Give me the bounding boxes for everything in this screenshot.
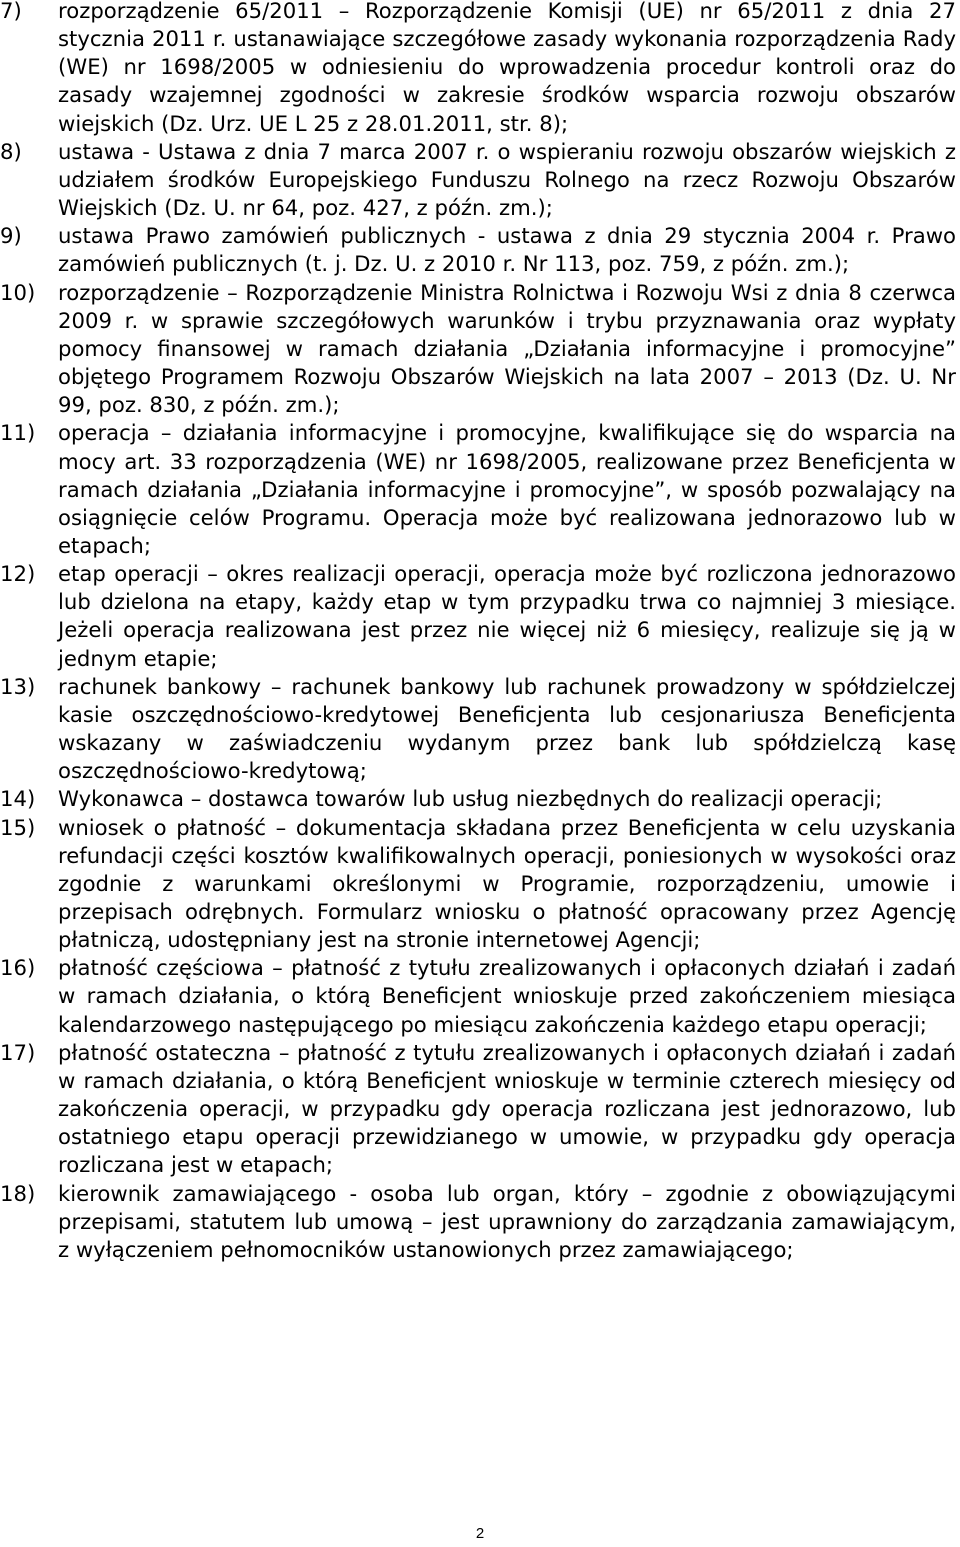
definition-text: ustawa Prawo zamówień publicznych - ustawa z dnia 29 stycznia 2004 r. Prawo zamówień publicznych (t. j. Dz. U. z 2010 r. Nr 113, poz. 759, z późn. zm.); [58,223,956,277]
definition-text: ustawa - Ustawa z dnia 7 marca 2007 r. o wspieraniu rozwoju obszarów wiejskich z udziałem środków Europejskiego Funduszu Rolnego na rzecz Rozwoju Obszarów Wiejskich (Dz. U. nr 64, poz. 427, z późn. zm.); [58,138,956,221]
definition-item-14 [0,785,956,813]
definition-item-17 [0,1039,956,1180]
definition-item-16 [0,954,956,1038]
definition-number: 10) [0,279,36,305]
definition-text: Wykonawca – dostawca towarów lub usług niezbędnych do realizacji operacji; [58,786,883,812]
definition-text: kierownik zamawiającego - osoba lub organ, który – zgodnie z obowiązującymi przepisami, statutem lub umową – jest uprawniony do zarządzania zamawiającym, z wyłączeniem pełnomocników ustanowionych przez zamawiającego; [58,1180,956,1262]
definition-item-12 [0,560,956,673]
definition-text: rozporządzenie – Rozporządzenie Ministra Rolnictwa i Rozwoju Wsi z dnia 8 czerwca 2009 r. w sprawie szczegółowych warunków i trybu przyznawania oraz wypłaty pomocy finansowej w ramach działania „Działania informacyjne i promocyjne” objętego Programem Rozwoju Obszarów Wiejskich na lata 2007 – 2013 (Dz. U. Nr 99, poz. 830, z późn. zm.); [58,279,956,418]
definition-number: 15) [0,814,36,840]
definition-number: 12) [0,561,36,587]
definition-item-13 [0,673,956,786]
definition-item-7 [0,0,956,138]
definition-number: 7) [0,0,22,23]
definition-number: 9) [0,223,22,249]
definition-item-10 [0,279,956,420]
definition-item-15 [0,814,956,955]
definition-number: 14) [0,786,36,812]
definition-text: rachunek bankowy – rachunek bankowy lub rachunek prowadzony w spółdzielczej kasie oszczędnościowo-kredytowej Beneficjenta lub cesjonariusza Beneficjenta wskazany w zaświadczeniu wydanym przez bank lub spółdzielczą kasę oszczędnościowo-kredytową; [58,673,956,784]
definition-text: wniosek o płatność – dokumentacja składana przez Beneficjenta w celu uzyskania refundacji części kosztów kwalifikowalnych operacji, poniesionych w wysokości oraz zgodnie z warunkami określonymi w Programie, rozporządzeniu, umowie i przepisach odrębnych. Formularz wniosku o płatność opracowany przez Agencję płatniczą, udostępniany jest na stronie internetowej Agencji; [58,814,956,953]
definition-item-11 [0,419,956,560]
definition-text: płatność ostateczna – płatność z tytułu zrealizowanych i opłaconych działań i zadań w ramach działania, o którą Beneficjent wnioskuje w terminie czterech miesięcy od zakończenia operacji, w przypadku gdy operacja rozliczana jest jednorazowo, lub ostatniego etapu operacji przewidzianego w umowie, w przypadku gdy operacja rozliczana jest w etapach; [58,1039,956,1178]
definition-text: etap operacji – okres realizacji operacji, operacja może być rozliczona jednorazowo lub dzielona na etapy, każdy etap w tym przypadku trwa co najmniej 3 miesiące. Jeżeli operacja realizowana jest przez nie więcej niż 6 miesięcy, realizuje się ją w jednym etapie; [58,561,956,671]
definition-text: operacja – działania informacyjne i promocyjne, kwalifikujące się do wsparcia na mocy art. 33 rozporządzenia (WE) nr 1698/2005, realizowane przez Beneficjenta w ramach działania „Działania informacyjne i promocyjne”, w sposób pozwalający na osiągnięcie celów Programu. Operacja może być realizowana jednorazowo lub w etapach; [58,420,956,558]
definition-text: rozporządzenie 65/2011 – Rozporządzenie Komisji (UE) nr 65/2011 z dnia 27 stycznia 2011 r. ustanawiające szczegółowe zasady wykonania rozporządzenia Rady (WE) nr 1698/2005 w odniesieniu do wprowadzenia procedur kontroli oraz do zasady wzajemnej zgodności w zakresie środków wsparcia rozwoju obszarów wiejskich (Dz. Urz. UE L 25 z 28.01.2011, str. 8); [58,0,956,136]
page-number: 2 [475,1525,485,1542]
definition-number: 17) [0,1039,36,1065]
definition-item-18 [0,1180,956,1264]
definition-item-9 [0,222,956,278]
definition-number: 11) [0,420,36,446]
definition-number: 16) [0,955,36,981]
definition-text: płatność częściowa – płatność z tytułu zrealizowanych i opłaconych działań i zadań w ramach działania, o którą Beneficjent wnioskuje przed zakończeniem miesiąca kalendarzowego następującego po miesiącu zakończenia każdego etapu operacji; [58,955,956,1037]
definition-number: 8) [0,138,22,164]
definition-item-8 [0,138,956,222]
definition-number: 13) [0,673,36,699]
definition-number: 18) [0,1180,36,1206]
